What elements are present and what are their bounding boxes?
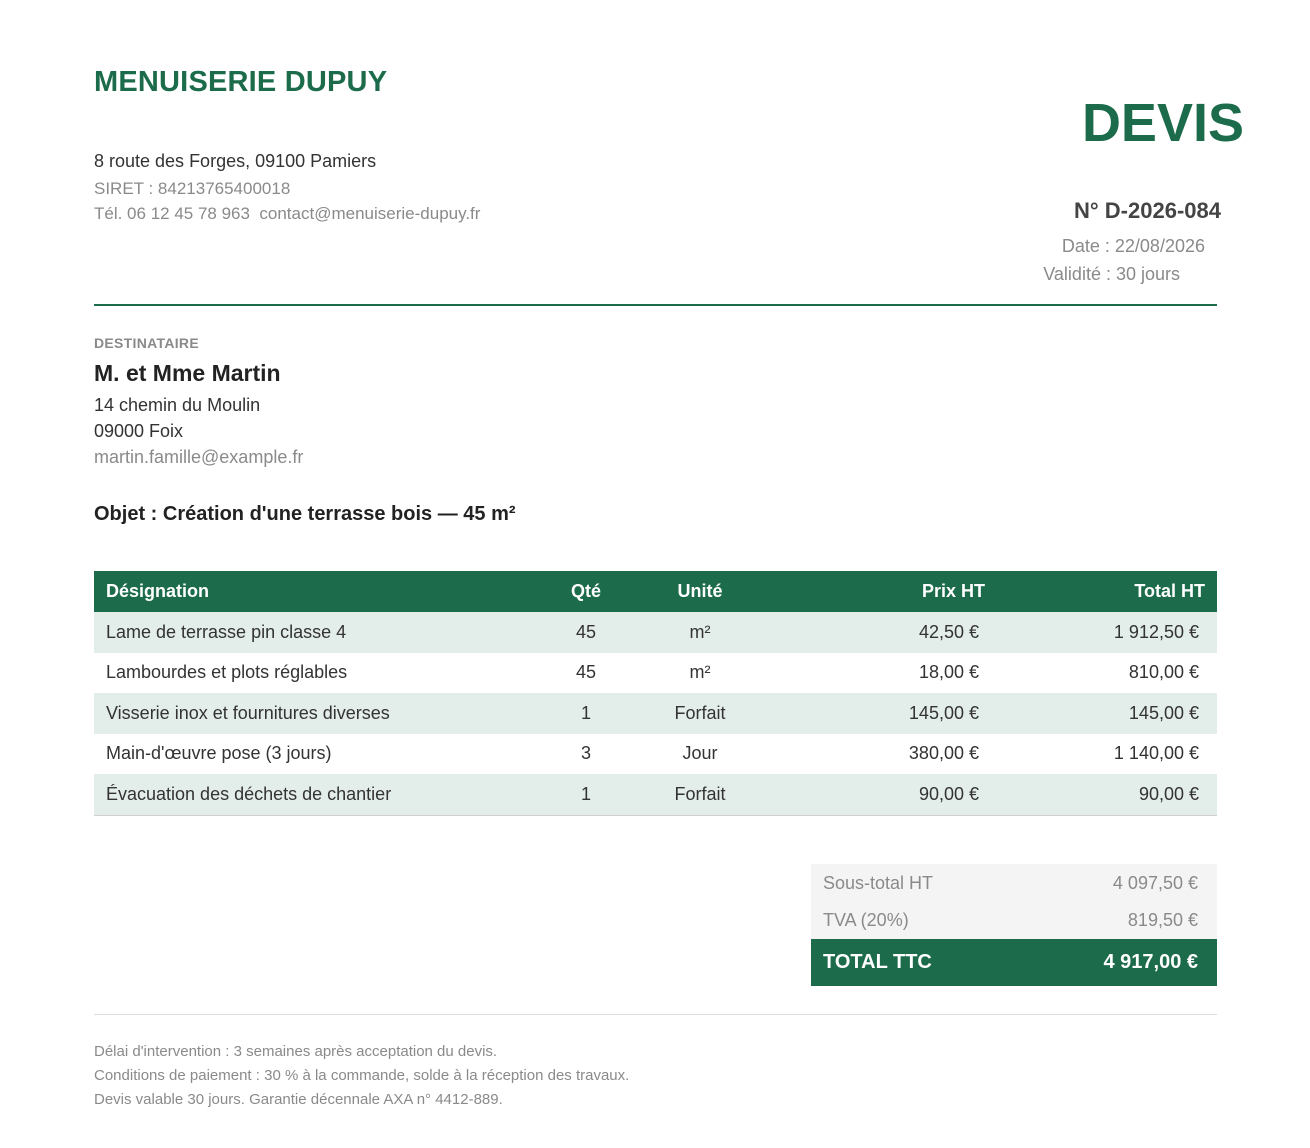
recipient-email: martin.famille@example.fr bbox=[94, 447, 304, 467]
cell-total: 1 912,50 € bbox=[997, 612, 1217, 653]
cell-total: 145,00 € bbox=[997, 693, 1217, 734]
cell-unit: Forfait bbox=[633, 693, 767, 734]
quote-validity: Validité : 30 jours bbox=[1043, 264, 1180, 284]
total-ttc-row bbox=[811, 939, 1217, 986]
cell-total: 1 140,00 € bbox=[1113, 743, 1199, 764]
company-address: 8 route des Forges, 09100 Pamiers bbox=[94, 151, 377, 171]
document-title: DEVIS bbox=[1081, 93, 1244, 153]
cell-price: 145,00 € bbox=[767, 693, 997, 734]
recipient-label: DESTINATAIRE bbox=[94, 335, 199, 351]
header-unit: Unité bbox=[633, 571, 767, 612]
cell-qty: 45 bbox=[575, 662, 597, 683]
footer-delay-note: Délai d'intervention : 3 semaines après acceptation du devis. bbox=[94, 1043, 498, 1060]
table-row bbox=[94, 612, 1217, 653]
cell-price: 42,50 € bbox=[767, 612, 997, 653]
company-siret: SIRET : 84213765400018 bbox=[94, 179, 291, 198]
cell-unit: m² bbox=[689, 662, 711, 683]
footer-divider bbox=[94, 1014, 1217, 1015]
recipient-name: M. et Mme Martin bbox=[94, 360, 281, 386]
cell-designation: Lambourdes et plots réglables bbox=[106, 662, 348, 683]
cell-unit: m² bbox=[633, 612, 767, 653]
line-items-table bbox=[94, 571, 1217, 816]
cell-total: 90,00 € bbox=[997, 774, 1217, 815]
company-contact: Tél. 06 12 45 78 963 contact@menuiserie-dupuy.fr bbox=[94, 204, 481, 223]
table-row bbox=[94, 693, 1217, 734]
cell-qty: 1 bbox=[539, 774, 633, 815]
header-qty: Qté bbox=[539, 571, 633, 612]
totals-box bbox=[811, 864, 1217, 986]
table-header-row bbox=[94, 571, 1217, 612]
tva-value: 819,50 € bbox=[1127, 910, 1198, 930]
quote-subject: Objet : Création d'une terrasse bois — 45 m² bbox=[94, 503, 516, 525]
subtotal-value: 4 097,50 € bbox=[1112, 872, 1198, 893]
footer-payment-terms: Conditions de paiement : 30 % à la commande, solde à la réception des travaux. bbox=[94, 1067, 630, 1084]
tva-row bbox=[811, 902, 1217, 939]
table-row bbox=[94, 653, 1217, 694]
table-row bbox=[94, 734, 1217, 775]
cell-designation: Évacuation des déchets de chantier bbox=[94, 774, 539, 815]
cell-designation: Lame de terrasse pin classe 4 bbox=[94, 612, 539, 653]
total-ttc-label: TOTAL TTC bbox=[823, 951, 932, 973]
cell-price: 18,00 € bbox=[918, 662, 979, 683]
cell-unit: Forfait bbox=[633, 774, 767, 815]
footer-validity-warranty: Devis valable 30 jours. Garantie décennale AXA n° 4412-889. bbox=[94, 1091, 503, 1108]
cell-qty: 3 bbox=[580, 743, 591, 764]
quote-date: Date : 22/08/2026 bbox=[1061, 236, 1205, 256]
cell-qty: 45 bbox=[539, 612, 633, 653]
tva-label: TVA (20%) bbox=[823, 910, 909, 930]
cell-designation: Visserie inox et fournitures diverses bbox=[94, 693, 539, 734]
cell-price: 90,00 € bbox=[767, 774, 997, 815]
cell-designation: Main-d'œuvre pose (3 jours) bbox=[106, 743, 332, 764]
header-designation: Désignation bbox=[94, 571, 539, 612]
subtotal-label: Sous-total HT bbox=[823, 872, 934, 893]
total-ttc-value: 4 917,00 € bbox=[1103, 951, 1198, 973]
header-divider bbox=[94, 304, 1217, 306]
subtotal-row bbox=[811, 864, 1217, 902]
recipient-street: 14 chemin du Moulin bbox=[94, 395, 261, 415]
cell-total: 810,00 € bbox=[1128, 662, 1199, 683]
quote-number: N° D-2026-084 bbox=[1074, 198, 1221, 223]
header-price: Prix HT bbox=[767, 571, 997, 612]
header-total: Total HT bbox=[997, 571, 1217, 612]
recipient-city: 09000 Foix bbox=[94, 421, 184, 441]
cell-qty: 1 bbox=[539, 693, 633, 734]
table-row bbox=[94, 774, 1217, 815]
cell-unit: Jour bbox=[682, 743, 718, 764]
cell-price: 380,00 € bbox=[908, 743, 979, 764]
company-name: MENUISERIE DUPUY bbox=[94, 66, 388, 98]
